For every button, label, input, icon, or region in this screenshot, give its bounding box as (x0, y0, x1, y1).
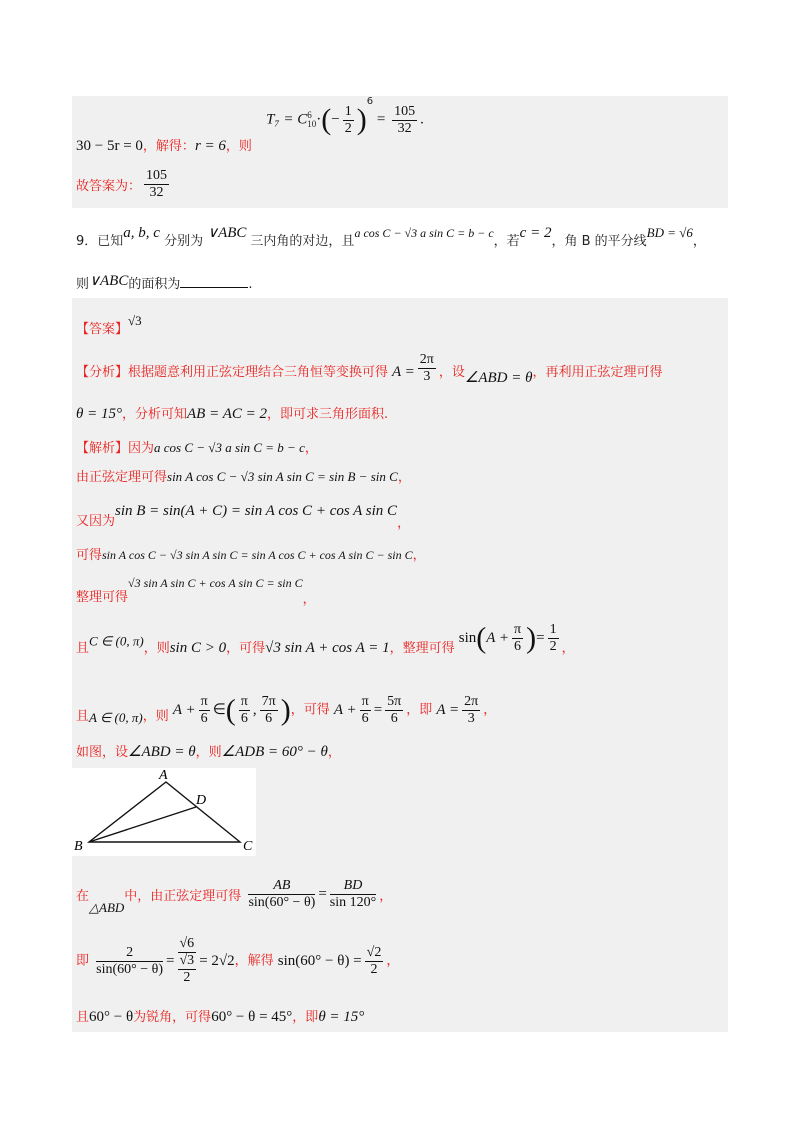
sol-8a: 如图，设 (76, 745, 129, 760)
analysis-text-3: ，再利用正弦定理可得 (532, 365, 663, 380)
answer-label: 【答案】 (76, 322, 129, 337)
continuation-line (76, 96, 424, 154)
sol-8m2: ∠ADB = 60° − θ (221, 744, 328, 760)
sol-10a: 即 (76, 953, 90, 969)
q-text-2: 三内角的对边，且 (250, 234, 355, 249)
sol-8m1: ∠ABD = θ (128, 744, 196, 760)
triangle-diagram (72, 768, 256, 856)
sol-6m2: sin C > 0 (169, 639, 227, 656)
sol-6d: ，整理可得 (389, 640, 455, 656)
triangle-abc-shape (89, 782, 240, 842)
sol-4m: sin A cos C − √3 sin A sin C = sin A cos C + cos A sin C − sin C (102, 548, 413, 562)
solution-line10 (76, 936, 399, 986)
analysis-line2 (76, 403, 388, 423)
solution-line5 (76, 572, 316, 607)
q-text-5: 则 (76, 277, 90, 292)
question-9-line1 (76, 225, 706, 250)
sol-8c: ， (327, 745, 341, 760)
eq-r: 30 − 5r = 0 (76, 137, 143, 154)
analysis-a-eq: A = (392, 364, 415, 380)
sol-11c: ，即 (292, 1010, 319, 1025)
sol-8b: ，则 (195, 745, 222, 760)
sol-3b: ， (397, 516, 411, 531)
sol-7c: ，可得 (290, 702, 330, 718)
sol-6b: ，则 (143, 640, 170, 656)
solution-label: 【解析】 (76, 441, 129, 456)
solution-line8 (76, 741, 341, 761)
t7-result: $\frac{105}{32}$ (394, 103, 416, 136)
t7-label: T₇ = C (266, 111, 308, 128)
sol-7a: 且 (76, 708, 90, 724)
sol-9m1: △ABD (89, 900, 125, 915)
sin-value: sin(60° − θ) = $\frac{√2}{2}$ (277, 944, 382, 977)
solution-line1 (76, 437, 318, 456)
analysis-abac: AB = AC = 2 (187, 406, 267, 422)
point-d: D (196, 793, 207, 808)
sol-11m2: 60° − θ = 45° (211, 1009, 293, 1025)
question-9-line2 (76, 273, 252, 293)
sol-9c: ， (379, 889, 393, 904)
solution-line3 (76, 500, 411, 531)
vertex-a: A (159, 768, 168, 783)
triangle-abc-2: ∨ABC (89, 273, 129, 289)
sol-10c: ， (386, 953, 400, 969)
analysis-text-2: ，设 (438, 365, 465, 380)
q-c-value: c = 2 (519, 225, 552, 241)
sol-7e: ， (483, 702, 497, 718)
q-end: . (248, 277, 253, 292)
q-text-4: ，角 B 的平分线 (551, 234, 647, 249)
a-plus-range: A + $\frac{\pi}{6}$ ∈( $\frac{\pi}{6}$ , $\frac{7\pi}{6}$ ) (172, 693, 291, 726)
solution-line11 (76, 1006, 364, 1026)
sol-9a: 在 (76, 889, 90, 904)
solution-line2 (76, 466, 411, 485)
answer-line-top (76, 168, 172, 201)
question-number: 9．已知 (76, 234, 124, 249)
solution-line4 (76, 544, 426, 563)
a-plus-value: A + $\frac{\pi}{6}$ = $\frac{5\pi}{6}$ (333, 693, 402, 726)
sol-10b: ，解得 (234, 953, 274, 969)
bisector-bd (89, 807, 196, 842)
vertex-b: B (74, 839, 83, 854)
sol-2a: 由正弦定理可得 (76, 470, 168, 485)
answer-value: √3 (128, 313, 142, 328)
t7-sub: 10 (307, 119, 317, 129)
sol-4a: 可得 (76, 548, 103, 563)
sol-5m: √3 sin A sin C + cos A sin C = sin C (128, 576, 303, 590)
sol-5a: 整理可得 (76, 590, 129, 605)
t7-sup: 6 (307, 110, 312, 120)
answer-frac-top: $\frac{105}{32}$ (146, 168, 168, 200)
analysis-text-5: ，即可求三角形面积. (266, 407, 389, 422)
analysis-line1 (76, 352, 663, 389)
sol-11m3: θ = 15° (318, 1009, 365, 1025)
sol-7d: ，即 (406, 702, 433, 718)
solution-line9 (76, 880, 392, 913)
sides: a, b, c (123, 225, 160, 241)
r-value: r = 6 (194, 137, 226, 154)
a-value: A = $\frac{2\pi}{3}$ (436, 693, 479, 726)
sol-7m1: A ∈ (0, π) (89, 709, 143, 725)
triangle-abc: ∨ABC (207, 225, 247, 241)
sin-expression: sin(A + $\frac{\pi}{6}$ )= $\frac{1}{2}$ (458, 621, 557, 654)
then-text: ，则 (225, 138, 252, 154)
sol-6m3: √3 sin A + cos A = 1 (265, 639, 390, 656)
q-condition: a cos C − √3 a sin C = b − c (354, 226, 494, 240)
analysis-text-1: 根据题意利用正弦定理结合三角恒等变换可得 (128, 365, 389, 380)
answer-blank (180, 275, 248, 288)
sol-3m: sin B = sin(A + C) = sin A cos C + cos A sin C (115, 503, 398, 519)
sol-11b: 为锐角，可得 (133, 1010, 212, 1025)
sol-9b: 中，由正弦定理可得 (124, 889, 242, 904)
sol-1b: ， (304, 441, 318, 456)
sol-1m: a cos C − √3 a sin C = b − c (154, 440, 305, 455)
sol-3a: 又因为 (76, 514, 116, 529)
answer-label-top: 故答案为： (76, 179, 142, 194)
sol-11m1: 60° − θ (89, 1009, 134, 1025)
power: 6 (366, 96, 374, 108)
triangle-figure (72, 768, 256, 856)
sol-6e: ， (561, 640, 575, 656)
answer-line (76, 310, 142, 337)
solve-text: ，解得： (142, 138, 195, 154)
sol-6c: ，可得 (226, 640, 266, 656)
vertex-c: C (243, 839, 253, 854)
q-text-3: ，若 (493, 234, 520, 249)
analysis-abd: ∠ABD = θ (464, 370, 533, 386)
analysis-label: 【分析】 (76, 365, 129, 380)
q-text-1: 分别为 (164, 234, 204, 249)
ratio-expression: $\frac{2}{\sin(60^\circ - \theta)}$ = √6 √3 2 = 2√2 (96, 936, 235, 985)
sol-6a: 且 (76, 640, 90, 656)
solution-line7 (76, 693, 496, 727)
q-bd-value: BD = √6 (646, 225, 693, 240)
sol-2m: sin A cos C − √3 sin A sin C = sin B − sin C (167, 469, 398, 484)
sol-5b: ， (302, 592, 316, 607)
sol-11a: 且 (76, 1010, 90, 1025)
sol-6m1: C ∈ (0, π) (89, 633, 144, 649)
sol-2b: ， (397, 470, 411, 485)
q-text-6: 的面积为 (128, 277, 181, 292)
analysis-text-4: ，分析可知 (122, 407, 188, 422)
solution-line6 (76, 621, 575, 659)
q-comma: ， (692, 234, 706, 249)
sol-1a: 因为 (128, 441, 155, 456)
half-frac: $\frac{1}{2}$ (344, 103, 352, 136)
sine-rule: $\frac{AB}{\sin(60^\circ - \theta)}$ = $\frac{BD}{\sin 120^\circ}$ (248, 878, 377, 910)
analysis-theta: θ = 15° (76, 406, 122, 422)
t7-expression: T₇ = C 6 10 ·(− $\frac{1}{2}$ )$^6$ = $\frac{105}{32}$ . (266, 96, 424, 136)
sol-4b: ， (412, 548, 426, 563)
sol-7b: ，则 (142, 708, 169, 724)
analysis-frac: $\frac{2\pi}{3}$ (419, 352, 434, 384)
